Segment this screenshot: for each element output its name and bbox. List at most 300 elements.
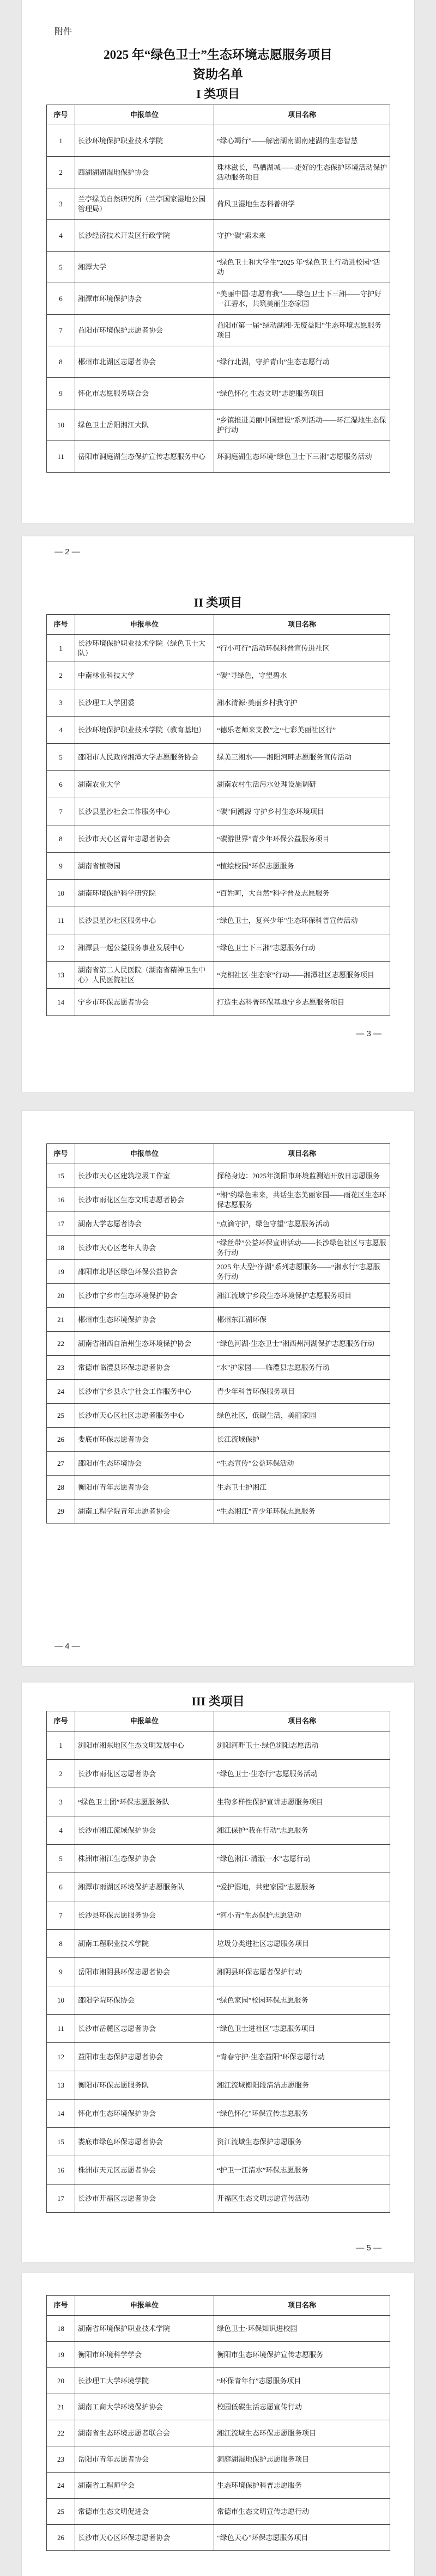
cell-project: “生态湘江”青少年环保志愿服务 bbox=[214, 1500, 390, 1523]
cell-project: “环保青年行”志愿服务项目 bbox=[214, 2368, 390, 2394]
cell-seq: 22 bbox=[47, 2420, 75, 2446]
cell-project: 湘水清源·美丽乡村我守护 bbox=[214, 689, 390, 717]
header-unit: 申报单位 bbox=[75, 1144, 214, 1164]
cell-project: 垃圾分类进社区志愿服务项目 bbox=[214, 1930, 390, 1958]
table-class3-continued bbox=[46, 2295, 390, 2551]
header-unit: 申报单位 bbox=[75, 105, 214, 125]
cell-project: 绿色社区，低碳生活，美丽家园 bbox=[214, 1404, 390, 1428]
table-row bbox=[47, 1986, 390, 2015]
cell-seq: 6 bbox=[47, 771, 75, 798]
cell-project: 青少年科普环保服务项目 bbox=[214, 1380, 390, 1404]
table-row bbox=[47, 2071, 390, 2100]
cell-seq: 7 bbox=[47, 1901, 75, 1930]
cell-seq: 4 bbox=[47, 220, 75, 252]
cell-unit: 湖南环境保护科学研究院 bbox=[75, 880, 214, 907]
cell-unit: “绿色卫士团”环保志愿服务队 bbox=[75, 1788, 214, 1816]
cell-project: “行小可行”活动环保科普宣传进社区 bbox=[214, 635, 390, 662]
cell-unit: 湖南工程学院青年志愿者协会 bbox=[75, 1500, 214, 1523]
cell-unit: 长沙环境保护职业技术学院（绿色卫士大队） bbox=[75, 635, 214, 662]
cell-unit: 中南林业科技大学 bbox=[75, 662, 214, 689]
cell-unit: 常德市临澧县环保志愿者协会 bbox=[75, 1356, 214, 1380]
cell-unit: 湖南省工程师学会 bbox=[75, 2473, 214, 2499]
cell-seq: 2 bbox=[47, 662, 75, 689]
cell-unit: 株洲市湘江生态保护协会 bbox=[75, 1845, 214, 1873]
cell-unit: 怀化市生态环境保护协会 bbox=[75, 2100, 214, 2128]
cell-unit: 衡阳市青年志愿者协会 bbox=[75, 1476, 214, 1500]
cell-unit: 长沙市天心区环保志愿者协会 bbox=[75, 2525, 214, 2551]
cell-seq: 11 bbox=[47, 907, 75, 934]
cell-project: 湘江流域生态环保志愿服务项目 bbox=[214, 2420, 390, 2446]
cell-unit: 湖南省植物园 bbox=[75, 853, 214, 880]
cell-project: “绿色天心”环保志愿服务项目 bbox=[214, 2525, 390, 2551]
table-class1 bbox=[46, 105, 390, 473]
cell-seq: 27 bbox=[47, 1452, 75, 1476]
cell-project: 资江流域生态保护志愿服务 bbox=[214, 2128, 390, 2156]
table-row bbox=[47, 2185, 390, 2213]
table-row bbox=[47, 1356, 390, 1380]
cell-project: “爱护湿地，共建家园”志愿服务 bbox=[214, 1873, 390, 1901]
cell-unit: 邵阳学院环保协会 bbox=[75, 1986, 214, 2015]
table-row bbox=[47, 409, 390, 441]
cell-seq: 5 bbox=[47, 744, 75, 771]
header-seq: 序号 bbox=[47, 2296, 75, 2316]
cell-seq: 8 bbox=[47, 1930, 75, 1958]
header-project: 项目名称 bbox=[214, 105, 390, 125]
table-row bbox=[47, 1236, 390, 1260]
table-row bbox=[47, 1188, 390, 1212]
cell-unit: 怀化市志愿服务联合会 bbox=[75, 378, 214, 409]
table-class2 bbox=[46, 614, 390, 1016]
page-number: — 2 — bbox=[55, 547, 80, 556]
cell-seq: 4 bbox=[47, 1816, 75, 1845]
cell-unit: 邵阳市生态环境协会 bbox=[75, 1452, 214, 1476]
table-row bbox=[47, 1260, 390, 1284]
table-row bbox=[47, 2100, 390, 2128]
cell-project: 浏阳河畔卫士·绿色浏阳志愿活动 bbox=[214, 1731, 390, 1760]
cell-project: “绿色卫士，复兴少年”生态环保科普宣传活动 bbox=[214, 907, 390, 934]
table-row bbox=[47, 2394, 390, 2420]
header-unit: 申报单位 bbox=[75, 2296, 214, 2316]
cell-seq: 19 bbox=[47, 2342, 75, 2368]
cell-seq: 3 bbox=[47, 1788, 75, 1816]
table-row bbox=[47, 2156, 390, 2185]
cell-project: 湘江流域衡阳段清洁志愿服务 bbox=[214, 2071, 390, 2100]
cell-unit: 郴州市生态环境保护协会 bbox=[75, 1308, 214, 1332]
document-title-line2: 资助名单 bbox=[193, 68, 243, 81]
cell-seq: 21 bbox=[47, 2394, 75, 2420]
table-row bbox=[47, 1845, 390, 1873]
table-row bbox=[47, 1164, 390, 1188]
cell-unit: 娄底市绿色环保志愿者协会 bbox=[75, 2128, 214, 2156]
header-seq: 序号 bbox=[47, 1144, 75, 1164]
cell-project: “绿色怀化 生态文明”志愿服务项目 bbox=[214, 378, 390, 409]
cell-project: “乡镇推进美丽中国建设”系列活动——环江湿地生态保护行动 bbox=[214, 409, 390, 441]
attachment-label: 附件 bbox=[55, 27, 72, 36]
page-number: — 3 — bbox=[356, 1029, 382, 1038]
cell-unit: 长沙市宁乡县永宁社会工作服务中心 bbox=[75, 1380, 214, 1404]
header-seq: 序号 bbox=[47, 1711, 75, 1731]
cell-unit: 长沙理工大学环境学院 bbox=[75, 2368, 214, 2394]
table-class3 bbox=[46, 1711, 390, 2213]
cell-unit: 长沙市岳麓区志愿者协会 bbox=[75, 2015, 214, 2043]
table-row bbox=[47, 825, 390, 853]
cell-project: “护卫一江清水”环保志愿服务 bbox=[214, 2156, 390, 2185]
cell-seq: 26 bbox=[47, 1428, 75, 1452]
cell-project: “绿色湘江·清澈一水”志愿行动 bbox=[214, 1845, 390, 1873]
cell-seq: 11 bbox=[47, 2015, 75, 2043]
cell-project: 湘江流域宁乡段生态环境保护志愿服务项目 bbox=[214, 1284, 390, 1308]
cell-seq: 2 bbox=[47, 157, 75, 188]
cell-seq: 1 bbox=[47, 635, 75, 662]
cell-seq: 8 bbox=[47, 825, 75, 853]
cell-seq: 9 bbox=[47, 378, 75, 409]
table-row bbox=[47, 2525, 390, 2551]
table-row bbox=[47, 1930, 390, 1958]
cell-seq: 19 bbox=[47, 1260, 75, 1284]
table-row bbox=[47, 1760, 390, 1788]
cell-project: “水”护家园——临澧县志愿服务行动 bbox=[214, 1356, 390, 1380]
table-row bbox=[47, 125, 390, 157]
cell-seq: 23 bbox=[47, 1356, 75, 1380]
cell-unit: 湖南大学志愿者协会 bbox=[75, 1212, 214, 1236]
cell-unit: 益阳市生态保护志愿者协会 bbox=[75, 2043, 214, 2071]
table-row bbox=[47, 744, 390, 771]
header-unit: 申报单位 bbox=[75, 1711, 214, 1731]
table-row bbox=[47, 962, 390, 989]
cell-unit: 长沙市宁乡市生态环境保护协会 bbox=[75, 1284, 214, 1308]
cell-unit: 宁乡市环保志愿者协会 bbox=[75, 989, 214, 1016]
cell-project: 环洞庭湖生态环境“绿色卫士下三湘”志愿服务活动 bbox=[214, 441, 390, 473]
cell-seq: 9 bbox=[47, 853, 75, 880]
table-row bbox=[47, 880, 390, 907]
cell-project: 郴州东江湖环保 bbox=[214, 1308, 390, 1332]
cell-unit: 长沙市雨花区志愿者协会 bbox=[75, 1760, 214, 1788]
table-row bbox=[47, 1404, 390, 1428]
cell-project: 2025 年大型“净湖”系列志愿服务——“湘水行”志愿服务行动 bbox=[214, 1260, 390, 1284]
table-row bbox=[47, 441, 390, 473]
cell-project: 长江流域保护 bbox=[214, 1428, 390, 1452]
cell-project: 珠林滋长，鸟栖湖城——走好的生态保护环境活动保护活动服务项目 bbox=[214, 157, 390, 188]
cell-seq: 15 bbox=[47, 2128, 75, 2156]
cell-unit: 衡阳市环境科学学会 bbox=[75, 2342, 214, 2368]
cell-project: “绿丝带”公益环保宣讲活动——长沙绿色社区与志愿服务行动 bbox=[214, 1236, 390, 1260]
cell-unit: 湖南省环境保护职业技术学院 bbox=[75, 2316, 214, 2342]
cell-project: 打造生态科普环保基地宁乡志愿服务项目 bbox=[214, 989, 390, 1016]
cell-project: “绿色家园”校园环保志愿服务 bbox=[214, 1986, 390, 2015]
cell-project: “点滴守护，绿色守望”志愿服务活动 bbox=[214, 1212, 390, 1236]
cell-seq: 5 bbox=[47, 252, 75, 283]
table-row bbox=[47, 188, 390, 220]
table-row bbox=[47, 907, 390, 934]
cell-unit: 长沙市湘江流域保护协会 bbox=[75, 1816, 214, 1845]
cell-seq: 9 bbox=[47, 1958, 75, 1986]
table-row bbox=[47, 1816, 390, 1845]
cell-unit: 长沙市雨花区生态文明志愿者协会 bbox=[75, 1188, 214, 1212]
table-row bbox=[47, 853, 390, 880]
table-row bbox=[47, 1731, 390, 1760]
cell-seq: 3 bbox=[47, 689, 75, 717]
section-title-class1: I 类项目 bbox=[196, 87, 240, 101]
cell-project: 常德市生态文明宣传志愿行动 bbox=[214, 2499, 390, 2525]
cell-seq: 22 bbox=[47, 1332, 75, 1356]
cell-seq: 25 bbox=[47, 2499, 75, 2525]
header-project: 项目名称 bbox=[214, 2296, 390, 2316]
cell-unit: 益阳市环境保护志愿者协会 bbox=[75, 315, 214, 346]
table-row bbox=[47, 1500, 390, 1523]
cell-unit: 浏阳市湘东地区生态文明发展中心 bbox=[75, 1731, 214, 1760]
table-row bbox=[47, 1308, 390, 1332]
cell-seq: 15 bbox=[47, 1164, 75, 1188]
document-page-4 bbox=[22, 1682, 414, 2262]
cell-unit: 长沙市天心区青年志愿者协会 bbox=[75, 825, 214, 853]
table-row bbox=[47, 1380, 390, 1404]
cell-seq: 25 bbox=[47, 1404, 75, 1428]
cell-seq: 28 bbox=[47, 1476, 75, 1500]
cell-unit: 岳阳市青年志愿者协会 bbox=[75, 2446, 214, 2473]
cell-project: “碳”问溯源 守护乡村生态环境项目 bbox=[214, 798, 390, 825]
table-row bbox=[47, 771, 390, 798]
table-row bbox=[47, 2015, 390, 2043]
cell-project: 校园低碳生活志愿宣传行动 bbox=[214, 2394, 390, 2420]
cell-seq: 14 bbox=[47, 989, 75, 1016]
table-row bbox=[47, 220, 390, 252]
cell-project: “绿色河湖·生态卫士”湘西州河湖保护志愿服务行动 bbox=[214, 1332, 390, 1356]
cell-seq: 11 bbox=[47, 441, 75, 473]
cell-project: 开福区生态文明志愿宣传活动 bbox=[214, 2185, 390, 2213]
cell-seq: 23 bbox=[47, 2446, 75, 2473]
table-row bbox=[47, 315, 390, 346]
cell-seq: 13 bbox=[47, 962, 75, 989]
cell-unit: 郴州市北湖区志愿者协会 bbox=[75, 346, 214, 378]
cell-unit: 湖南农业大学 bbox=[75, 771, 214, 798]
cell-unit: 湘潭市环境保护协会 bbox=[75, 283, 214, 315]
cell-project: “绿色怀化”环保宣传志愿服务 bbox=[214, 2100, 390, 2128]
cell-seq: 7 bbox=[47, 798, 75, 825]
header-unit: 申报单位 bbox=[75, 615, 214, 635]
cell-project: 衡阳市生态环境保护宣传志愿服务 bbox=[214, 2342, 390, 2368]
table-row bbox=[47, 378, 390, 409]
cell-seq: 10 bbox=[47, 409, 75, 441]
cell-seq: 1 bbox=[47, 125, 75, 157]
cell-seq: 20 bbox=[47, 2368, 75, 2394]
cell-seq: 20 bbox=[47, 1284, 75, 1308]
header-seq: 序号 bbox=[47, 615, 75, 635]
table-row bbox=[47, 1452, 390, 1476]
cell-unit: 长沙市天心区建筑垃圾工作室 bbox=[75, 1164, 214, 1188]
header-project: 项目名称 bbox=[214, 615, 390, 635]
cell-seq: 24 bbox=[47, 1380, 75, 1404]
cell-seq: 10 bbox=[47, 880, 75, 907]
table-row bbox=[47, 1476, 390, 1500]
table-row bbox=[47, 2473, 390, 2499]
cell-seq: 12 bbox=[47, 934, 75, 962]
cell-project: 荷风卫湿地生态科普研学 bbox=[214, 188, 390, 220]
document-page-3 bbox=[22, 1111, 414, 1666]
cell-project: 生态卫士护湘江 bbox=[214, 1476, 390, 1500]
cell-project: “绿色卫士和大学生”2025 年“绿色卫士行动进校园”活动 bbox=[214, 252, 390, 283]
cell-project: 绿美三湘水——湘阳河畔志愿服务宣传活动 bbox=[214, 744, 390, 771]
document-page-1 bbox=[22, 0, 414, 523]
cell-project: “青春守护·生态益阳”环保志愿行动 bbox=[214, 2043, 390, 2071]
cell-seq: 18 bbox=[47, 1236, 75, 1260]
table-row bbox=[47, 157, 390, 188]
header-project: 项目名称 bbox=[214, 1711, 390, 1731]
cell-unit: 湖南省湘西自治州生态环境保护协会 bbox=[75, 1332, 214, 1356]
cell-seq: 17 bbox=[47, 1212, 75, 1236]
cell-unit: 长沙市天心区社区志愿者服务中心 bbox=[75, 1404, 214, 1428]
cell-project: “生态宣传”公益环保活动 bbox=[214, 1452, 390, 1476]
cell-project: 绿色卫士·环保知识进校园 bbox=[214, 2316, 390, 2342]
cell-seq: 5 bbox=[47, 1845, 75, 1873]
cell-unit: 绿色卫士岳阳湘江大队 bbox=[75, 409, 214, 441]
document-page-5 bbox=[22, 2273, 414, 2576]
cell-unit: 兰亭绿美自然研究所（兰亭国家湿地公园管理局） bbox=[75, 188, 214, 220]
cell-seq: 2 bbox=[47, 1760, 75, 1788]
cell-seq: 4 bbox=[47, 717, 75, 744]
cell-seq: 16 bbox=[47, 2156, 75, 2185]
table-row bbox=[47, 2128, 390, 2156]
table-row bbox=[47, 1428, 390, 1452]
table-row bbox=[47, 1901, 390, 1930]
cell-unit: 湖南工商大学环境保护协会 bbox=[75, 2394, 214, 2420]
cell-project: 探秘身边：2025年浏阳市环境监测站开放日志愿服务 bbox=[214, 1164, 390, 1188]
cell-seq: 29 bbox=[47, 1500, 75, 1523]
header-project: 项目名称 bbox=[214, 1144, 390, 1164]
cell-unit: 常德市生态文明促进会 bbox=[75, 2499, 214, 2525]
cell-unit: 长沙市天心区老年人协会 bbox=[75, 1236, 214, 1260]
section-title-class3: III 类项目 bbox=[191, 1694, 245, 1708]
cell-unit: 长沙理工大学团委 bbox=[75, 689, 214, 717]
cell-project: “湘”约绿色未来，共话生态美丽家园——雨花区生态环保志愿服务 bbox=[214, 1188, 390, 1212]
cell-seq: 26 bbox=[47, 2525, 75, 2551]
cell-unit: 长沙县环保志愿服务协会 bbox=[75, 1901, 214, 1930]
cell-seq: 24 bbox=[47, 2473, 75, 2499]
table-row bbox=[47, 1873, 390, 1901]
document-page-2 bbox=[22, 536, 414, 1092]
table-row bbox=[47, 1284, 390, 1308]
table-class2-continued bbox=[46, 1143, 390, 1523]
table-row bbox=[47, 2043, 390, 2071]
table-row bbox=[47, 989, 390, 1016]
cell-unit: 邵阳市人民政府湘潭大学志愿服务协会 bbox=[75, 744, 214, 771]
cell-unit: 株洲市天元区志愿者协会 bbox=[75, 2156, 214, 2185]
cell-unit: 长沙市开福区志愿者协会 bbox=[75, 2185, 214, 2213]
cell-project: “德乐老师来支教”之“七彩美丽社区行” bbox=[214, 717, 390, 744]
cell-seq: 1 bbox=[47, 1731, 75, 1760]
table-header-row bbox=[47, 1144, 390, 1164]
cell-unit: 岳阳市湘阴县环保志愿者协会 bbox=[75, 1958, 214, 1986]
cell-project: 湘阴县环保志愿者保护行动 bbox=[214, 1958, 390, 1986]
cell-project: “植绘校园”环保志愿服务 bbox=[214, 853, 390, 880]
cell-project: “碳游世界”青少年环保公益服务项目 bbox=[214, 825, 390, 853]
table-row bbox=[47, 2446, 390, 2473]
cell-unit: 湖南省第二人民医院（湖南省精神卫生中心）人民医院社区 bbox=[75, 962, 214, 989]
cell-seq: 17 bbox=[47, 2185, 75, 2213]
cell-seq: 8 bbox=[47, 346, 75, 378]
table-row bbox=[47, 934, 390, 962]
cell-unit: 邵阳市北塔区绿色环保公益协会 bbox=[75, 1260, 214, 1284]
table-row bbox=[47, 2368, 390, 2394]
cell-seq: 12 bbox=[47, 2043, 75, 2071]
cell-unit: 湘潭县一起公益服务事业发展中心 bbox=[75, 934, 214, 962]
cell-project: 守护“碳”索未来 bbox=[214, 220, 390, 252]
table-header-row bbox=[47, 1711, 390, 1731]
table-row bbox=[47, 1788, 390, 1816]
cell-project: “绿心竭行”——解密湖南湖南建湖的生态智慧 bbox=[214, 125, 390, 157]
cell-project: “绿色卫士进社区”志愿服务项目 bbox=[214, 2015, 390, 2043]
table-row bbox=[47, 662, 390, 689]
cell-seq: 16 bbox=[47, 1188, 75, 1212]
table-row bbox=[47, 283, 390, 315]
table-row bbox=[47, 798, 390, 825]
cell-unit: 长沙经济技术开发区行政学院 bbox=[75, 220, 214, 252]
cell-project: 洞庭湖湿地保护志愿服务项目 bbox=[214, 2446, 390, 2473]
cell-seq: 18 bbox=[47, 2316, 75, 2342]
page-number: — 5 — bbox=[356, 2243, 382, 2253]
cell-project: 生物多样性保护宣讲志愿服务项目 bbox=[214, 1788, 390, 1816]
table-header-row bbox=[47, 105, 390, 125]
cell-seq: 7 bbox=[47, 315, 75, 346]
cell-seq: 6 bbox=[47, 283, 75, 315]
table-header-row bbox=[47, 2296, 390, 2316]
table-row bbox=[47, 2316, 390, 2342]
section-title-class2: II 类项目 bbox=[193, 596, 243, 609]
cell-unit: 西湖湖湖湿地保护协会 bbox=[75, 157, 214, 188]
cell-project: 湘江保护“我在行动”志愿服务 bbox=[214, 1816, 390, 1845]
table-row bbox=[47, 717, 390, 744]
cell-project: 湖南农村生活污水处理设施调研 bbox=[214, 771, 390, 798]
table-row bbox=[47, 252, 390, 283]
cell-project: 生态环境保护科普志愿服务 bbox=[214, 2473, 390, 2499]
cell-seq: 6 bbox=[47, 1873, 75, 1901]
cell-unit: 娄底市环保志愿者协会 bbox=[75, 1428, 214, 1452]
cell-project: “美丽中国·志愿有我”——绿色卫士下三湘——守护好一江碧水，共筑美丽生态家园 bbox=[214, 283, 390, 315]
table-row bbox=[47, 689, 390, 717]
table-row bbox=[47, 2342, 390, 2368]
cell-unit: 长沙县星沙社区服务中心 bbox=[75, 907, 214, 934]
cell-unit: 岳阳市洞庭湖生态保护宣传志愿服务中心 bbox=[75, 441, 214, 473]
cell-project: “绿行北湖，守护青山”生态志愿行动 bbox=[214, 346, 390, 378]
header-seq: 序号 bbox=[47, 105, 75, 125]
cell-seq: 21 bbox=[47, 1308, 75, 1332]
cell-project: “亮相社区·生态家”行动——湘潭社区志愿服务项目 bbox=[214, 962, 390, 989]
table-row bbox=[47, 346, 390, 378]
cell-unit: 长沙环境保护职业技术学院（教育基地） bbox=[75, 717, 214, 744]
cell-unit: 湖南省生态环境志愿者联合会 bbox=[75, 2420, 214, 2446]
cell-project: “河小青”生态保护志愿活动 bbox=[214, 1901, 390, 1930]
cell-unit: 长沙县星沙社会工作服务中心 bbox=[75, 798, 214, 825]
table-header-row bbox=[47, 615, 390, 635]
page-number: — 4 — bbox=[55, 1642, 80, 1651]
cell-seq: 13 bbox=[47, 2071, 75, 2100]
cell-project: “碳”寻绿色，守望碧水 bbox=[214, 662, 390, 689]
table-row bbox=[47, 1958, 390, 1986]
table-row bbox=[47, 2420, 390, 2446]
document-title-line1: 2025 年“绿色卫士”生态环境志愿服务项目 bbox=[104, 48, 332, 62]
cell-unit: 长沙环境保护职业技术学院 bbox=[75, 125, 214, 157]
cell-unit: 衡阳市环保志愿服务队 bbox=[75, 2071, 214, 2100]
table-row bbox=[47, 635, 390, 662]
cell-unit: 湘潭市雨湖区环境保护志愿服务队 bbox=[75, 1873, 214, 1901]
table-row bbox=[47, 2499, 390, 2525]
cell-unit: 湘潭大学 bbox=[75, 252, 214, 283]
cell-project: 益阳市第一届“绿动湖湘·无废益阳”生态环境志愿服务项目 bbox=[214, 315, 390, 346]
cell-project: “绿色卫士·生态行”志愿服务活动 bbox=[214, 1760, 390, 1788]
cell-project: “绿色卫士下三湘”志愿服务行动 bbox=[214, 934, 390, 962]
cell-seq: 10 bbox=[47, 1986, 75, 2015]
cell-seq: 14 bbox=[47, 2100, 75, 2128]
table-row bbox=[47, 1332, 390, 1356]
